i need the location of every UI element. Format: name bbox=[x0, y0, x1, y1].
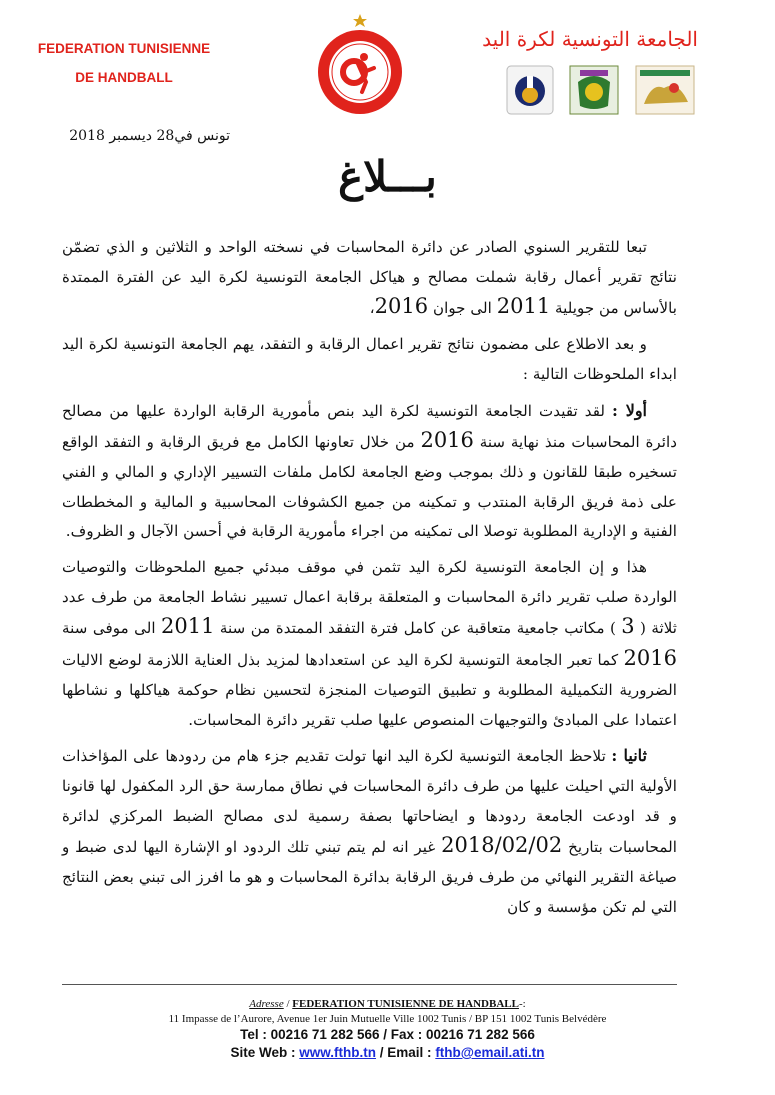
federation-crest-logo bbox=[314, 12, 406, 116]
footer-address-label: Adresse / FEDERATION TUNISIENNE DE HANDBALL-: bbox=[249, 998, 526, 1010]
paragraph-first: أولا : لقد تقيدت الجامعة التونسية لكرة اليد بنص مأمورية الرقابة الواردة عليها من مصالح دائرة المحاسبات منذ نهاية سنة 2016 من خلال تعاونها الكامل مع فريق الرقابة و التفقد الواقع تسخيره طبقا للقانون و ذلك بموجب وضع الجامعة لكامل ملفات التسيير الإداري و المالي و الفني على ذمة فريق الرقابة المنتدب و تمكينه من جميع الكشوفات المحاسبية و المالية و المخططات الفنية و الإدارية المطلوبة توصلا الى تمكينه من اجراء مأمورية الرقابة في أحسن الآجال و الظروف. bbox=[62, 400, 678, 541]
notice-title: بـــلاغ bbox=[338, 152, 437, 201]
communique-body bbox=[62, 233, 677, 928]
federation-name-fr-line2: DE HANDBALL bbox=[75, 70, 173, 85]
footer-address: 11 Impasse de l’Aurore, Avenue 1er Juin Mutuelle Ville 1002 Tunis / BP 151 1002 Tunis Belvédère bbox=[168, 1013, 607, 1025]
paragraph-recommendations: هذا و إن الجامعة التونسية لكرة اليد تثمن في موقف مبدئي جميع الملحوظات والتوصيات الواردة صلب تقرير دائرة المحاسبات و المتعلقة برقابة اعمال تسيير نشاط الجامعة من طرف عدد ثلاثة ( 3 ) مكاتب جامعية متعاقبة عن كامل فترة التفقد الممتدة من سنة 2011 الى موفى سنة 2016 كما تعبر الجامعة التونسية لكرة اليد عن استعدادها لمزيد بذل العناية اللازمة لوضع الاليات الضرورية التكميلية المطلوبة و تطبيق التوصيات المنجزة لتحسين نظام حوكمة هياكلها و نشاطها اعتمادا على المبادئ والتوجيهات المنصوص عليها صلب تقرير دائرة المحاسبات. bbox=[62, 558, 678, 729]
footer-divider bbox=[62, 984, 677, 985]
paragraph-observations: و بعد الاطلاع على مضمون نتائج تقرير اعمال الرقابة و التفقد، يهم الجامعة التونسية لكرة اليد ابداء الملحوظات التالية : bbox=[62, 335, 677, 383]
paragraph-second: ثانيا : تلاحظ الجامعة التونسية لكرة اليد انها تولت تقديم جزء هام من ردودها على المؤاخذات الأولية التي احيلت عليها من طرف دائرة المحاسبات في نطاق ممارسة حق الرد المكفول لها قانونا و قد اودعت الجامعة ردودها و ايضاحاتها بصفة رسمية لدى مصالح الضبط المركزي لدائرة المحاسبات بتاريخ 2018/02/02 غير انه لم يتم تبني تلك الردود او الإشارة اليها لدى ضبط و صياغة التقرير النهائي من طرف فريق الرقابة بدائرة المحاسبات و هو ما افرز الى تبني بعض النتائج التي لم تكن مؤسسة و كان bbox=[62, 746, 677, 916]
email-link[interactable]: fthb@email.ati.tn bbox=[435, 1045, 545, 1060]
footer-web-email: Site Web : www.fthb.tn / Email : fthb@email.ati.tn bbox=[230, 1045, 545, 1060]
partner-logo-olympic-committee bbox=[505, 64, 555, 116]
federation-name-ar: الجامعة التونسية لكرة اليد bbox=[482, 27, 698, 51]
federation-name-fr-line1: FEDERATION TUNISIENNE bbox=[37, 41, 211, 56]
footer-phone-fax: Tel : 00216 71 282 566 / Fax : 00216 71 282 566 bbox=[240, 1027, 535, 1042]
document-date: تونس في28 ديسمبر 2018 bbox=[69, 128, 230, 144]
partner-logo-african-handball bbox=[568, 64, 620, 116]
website-link[interactable]: www.fthb.tn bbox=[299, 1045, 377, 1060]
partner-logo-arab-handball bbox=[634, 64, 696, 116]
paragraph-intro: تبعا للتقرير السنوي الصادر عن دائرة المحاسبات في نسخته الواحد و الثلاثين و الذي تضمّن نتائج تقرير أعمال رقابة شملت مصالح و هياكل الجامعة التونسية لكرة اليد عن الفترة الممتدة بالأساس من جويلية 2011 الى جوان 2016، bbox=[62, 238, 677, 319]
